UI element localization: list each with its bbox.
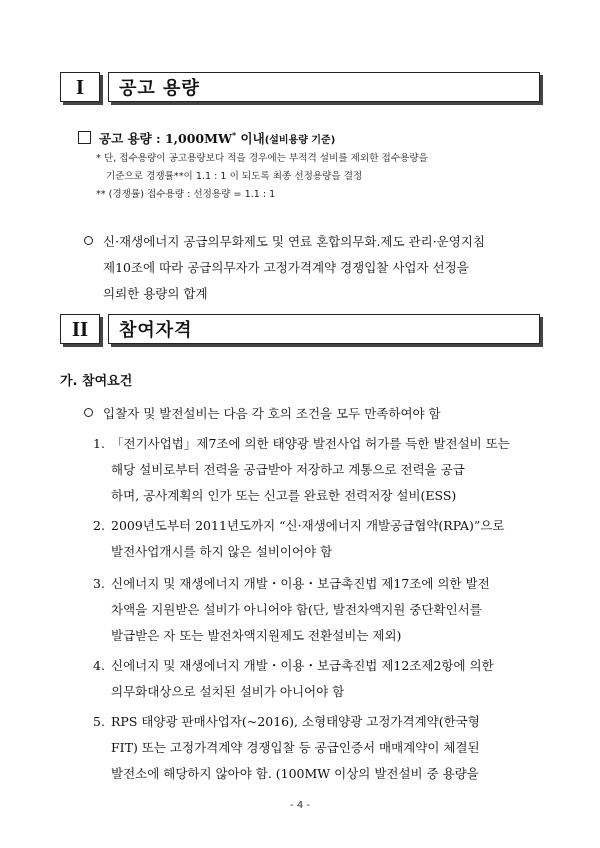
circle-bullet-icon [84,236,93,245]
capacity-bullet-line-2: 제10조에 따라 공급의무자가 고정가격계약 경쟁입찰 사업자 선정을 [103,260,469,275]
item-3-line-3: 발급받은 자 또는 발전차액지원제도 전환설비는 제외) [111,628,402,643]
section-number: I [75,74,85,99]
circle-bullet-icon-2 [84,408,93,417]
section-number-box [60,72,100,102]
capacity-bullet-text-1: 신·재생에너지 공급의무화제도 및 연료 혼합의무화.제도 관리·운영지침 [103,234,485,249]
capacity-note-paren: (설비용량 기준) [264,135,336,147]
section-number-2: II [71,316,89,341]
square-bullet-icon [78,131,91,144]
capacity-label: 공고 용량 : 1,000MW [99,131,232,147]
section-title-box [108,72,540,102]
item-2-num: 2. [93,518,105,533]
section-title-2: 참여자격 [119,320,193,341]
item-5-num: 5. [93,714,105,729]
item-5-line-3: 발전소에 해당하지 않아야 함. (100MW 이상의 발전설비 중 용량을 [111,766,479,781]
item-1-line-1: 「전기사업법」제7조에 의한 태양광 발전사업 허가를 득한 발전설비 또는 [111,436,510,451]
item-3-line-2: 차액을 지원받은 설비가 아니어야 함(단, 발전차액지원 중단확인서를 [111,602,482,617]
capacity-note-2: 기준으로 경쟁률**이 1.1 : 1 이 되도록 최종 선정용량을 결정 [106,171,363,182]
capacity-bullet-line-3: 의뢰한 용량의 합계 [103,286,208,301]
capacity-bullet-line-1 [84,228,485,255]
item-5-line-1: RPS 태양광 판매사업자(~2016), 소형태양광 고정가격계약(한국형 [111,714,480,729]
item-1-line-2: 해당 설비로부터 전력을 공급받아 저장하고 계통으로 전력을 공급 [111,462,465,477]
capacity-superscript: * [232,130,237,140]
item-3-line-1: 신에너지 및 재생에너지 개발・이용・보급촉진법 제17조에 의한 발전 [111,576,490,591]
item-4-line-1: 신에너지 및 재생에너지 개발・이용・보급촉진법 제12조제2항에 의한 [111,658,494,673]
section-title-box-2 [108,314,540,344]
item-2-line-2: 발전사업개시를 하지 않은 설비이어야 함 [111,544,333,559]
section-number-box-2 [60,314,100,344]
requirements-heading: 가. 참여요건 [60,374,133,389]
item-4-num: 4. [93,658,105,673]
item-5-line-2: FIT) 또는 고정가격계약 경쟁입찰 등 공급인증서 매매계약이 체결된 [111,740,480,755]
capacity-note-3: ** (경쟁률) 접수용량 : 선정용량 = 1.1 : 1 [96,189,276,200]
capacity-note-1: * 단, 접수용량이 공고용량보다 적을 경우에는 부적격 설비를 제외한 접수용량을 [96,153,428,164]
requirements-intro-text: 입찰자 및 발전설비는 다음 각 호의 조건을 모두 만족하여야 함 [103,406,441,421]
item-1-line-3: 하며, 공사계획의 인가 또는 신고를 완료한 전력저장 설비(ESS) [111,488,457,503]
page-number: - 4 - [290,800,310,811]
section-title: 공고 용량 [119,78,200,99]
capacity-suffix: 이내 [236,131,265,147]
requirements-intro [84,400,441,427]
item-1-num: 1. [93,436,105,451]
item-3-num: 3. [93,576,105,591]
item-4-line-2: 의무화대상으로 설치된 설비가 아니어야 함 [111,684,345,699]
item-2-line-1: 2009년도부터 2011년도까지 “신·재생에너지 개발공급협약(RPA)”으로 [111,518,505,533]
